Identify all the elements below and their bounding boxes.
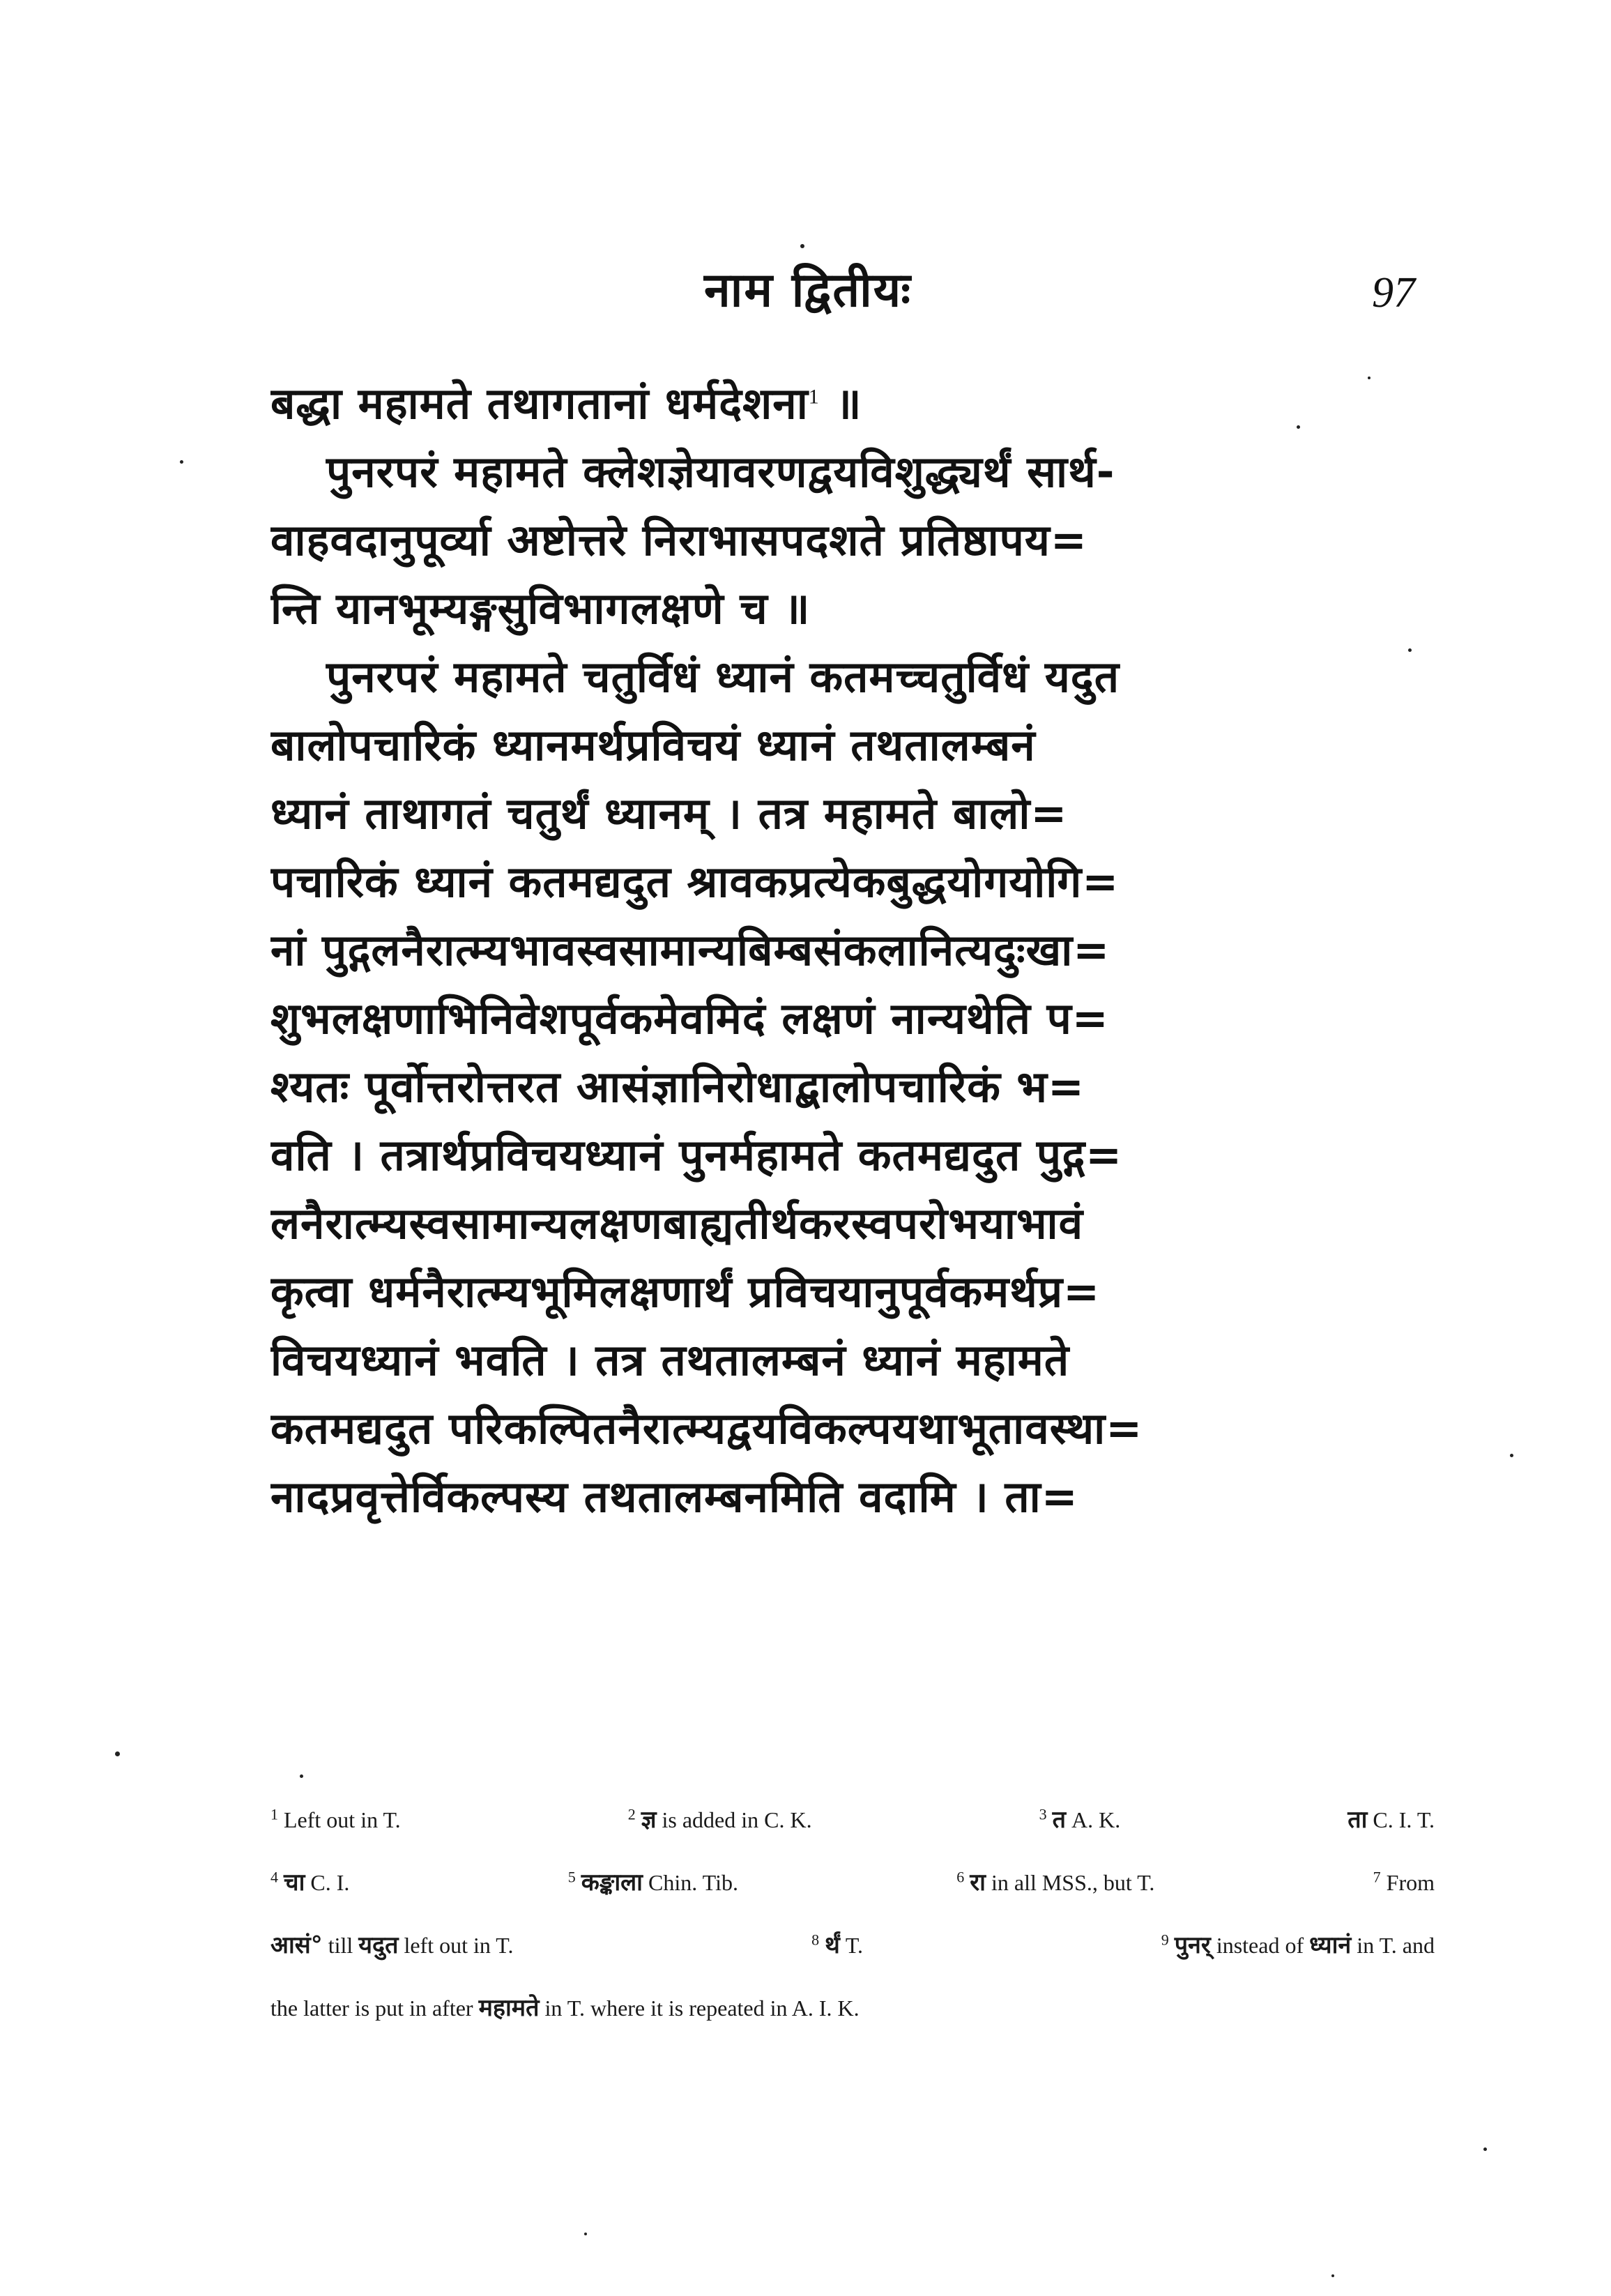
main-text xyxy=(270,370,1435,1531)
text-line xyxy=(270,711,1435,780)
footnote xyxy=(1347,1788,1435,1851)
footnote xyxy=(811,1914,863,1977)
footnote-marker: 1 xyxy=(808,385,820,409)
scan-speck xyxy=(1331,2274,1334,2277)
footnote-devanagari: ता xyxy=(1347,1806,1368,1834)
footnote-text: C. I. xyxy=(305,1870,350,1895)
text-line-content: शुभलक्षणाभिनिवेशपूर्वकमेवमिदं लक्षणं नान्यथेति प= xyxy=(270,993,1109,1044)
scan-speck xyxy=(180,460,183,464)
footnote-devanagari: रा xyxy=(970,1869,986,1896)
scan-speck xyxy=(1483,2147,1487,2151)
text-line xyxy=(270,1394,1435,1463)
text-line xyxy=(270,848,1435,916)
footnote xyxy=(628,1788,812,1851)
verse-end-mark: ॥ xyxy=(819,378,862,429)
footnote-number: 2 xyxy=(627,1805,636,1823)
scan-speck xyxy=(1368,377,1371,379)
footnote xyxy=(270,1788,401,1851)
text-line-content: ध्यानं ताथागतं चतुर्थं ध्यानम् । तत्र महामते बालो= xyxy=(270,788,1068,839)
footnote-number: 7 xyxy=(1373,1868,1381,1886)
page-number: 97 xyxy=(1372,269,1415,317)
text-line-content: वति । तत्रार्थप्रविचयध्यानं पुनर्महामते कतमद्यदुत पुद्ग= xyxy=(270,1130,1123,1180)
footnote-devanagari: ध्यानं xyxy=(1309,1931,1352,1959)
footnote-text: A. K. xyxy=(1065,1807,1121,1832)
scan-speck xyxy=(300,1774,303,1778)
footnote-line xyxy=(270,1788,1435,1851)
text-line xyxy=(270,780,1435,848)
footnote-number: 6 xyxy=(956,1868,965,1886)
footnote-devanagari: ज्ञ xyxy=(641,1806,657,1834)
footnote-text: From xyxy=(1386,1870,1435,1895)
text-line xyxy=(270,1258,1435,1326)
page-title: नाम द्वितीयः xyxy=(704,263,912,318)
footnote xyxy=(270,1977,860,2039)
text-line xyxy=(270,643,1435,711)
text-line xyxy=(270,1121,1435,1189)
text-line-content: नादप्रवृत्तेर्विकल्पस्य तथतालम्बनमिति वदामि । ता= xyxy=(270,1471,1078,1522)
running-head xyxy=(0,259,1611,322)
footnote-text: till xyxy=(322,1933,359,1958)
text-line xyxy=(270,1053,1435,1121)
footnote xyxy=(1161,1914,1435,1977)
footnote-text: left out in T. xyxy=(398,1933,514,1958)
footnote-number: 9 xyxy=(1161,1931,1169,1949)
text-line-content: कृत्वा धर्मनैरात्म्यभूमिलक्षणार्थं प्रविचयानुपूर्वकमर्थप्र= xyxy=(270,1266,1101,1317)
footnote-text: is added in C. K. xyxy=(656,1807,812,1832)
text-line xyxy=(270,506,1435,575)
text-line-content: पुनरपरं महामते चतुर्विधं ध्यानं कतमच्चतुर्विधं यदुत xyxy=(326,651,1120,702)
text-line-content: कतमद्यदुत परिकल्पितनैरात्म्यद्वयविकल्पयथाभूतावस्था= xyxy=(270,1403,1143,1454)
footnote-text: C. I. T. xyxy=(1367,1807,1435,1832)
text-line xyxy=(270,575,1435,643)
footnote-line xyxy=(270,1914,1435,1977)
footnote xyxy=(1039,1788,1121,1851)
text-line-content: पुनरपरं महामते क्लेशज्ञेयावरणद्वयविशुद्ध्यर्थं सार्थ- xyxy=(326,446,1115,497)
text-line xyxy=(270,1463,1435,1531)
footnotes xyxy=(270,1788,1435,2039)
text-line xyxy=(270,438,1435,506)
footnote xyxy=(270,1914,513,1977)
footnote-number: 8 xyxy=(811,1931,820,1949)
footnote xyxy=(956,1851,1154,1914)
scan-speck xyxy=(1408,648,1412,652)
text-line-content: न्ति यानभूम्यङ्गसुविभागलक्षणे च ॥ xyxy=(270,583,811,634)
text-line-content: बद्धा महामते तथागतानां धर्मदेशना xyxy=(270,378,809,429)
scan-speck xyxy=(584,2233,587,2235)
text-line-content: लनैरात्म्यस्वसामान्यलक्षणबाह्यतीर्थकरस्वपरोभयाभावं xyxy=(270,1198,1084,1249)
text-line-content: पचारिकं ध्यानं कतमद्यदुत श्रावकप्रत्येकबुद्धयोगयोगि= xyxy=(270,856,1120,907)
footnote-devanagari: पुनर् xyxy=(1174,1931,1211,1959)
footnote-devanagari: त xyxy=(1052,1806,1066,1834)
footnote-text: Left out in T. xyxy=(284,1807,401,1832)
footnote-number: 5 xyxy=(567,1868,576,1886)
footnote-devanagari: र्थं xyxy=(825,1931,840,1959)
footnote-line xyxy=(270,1977,1435,2039)
footnote-number: 3 xyxy=(1039,1805,1047,1823)
footnote-text: in T. and xyxy=(1351,1933,1435,1958)
text-line-content: श्यतः पूर्वोत्तरोत्तरत आसंज्ञानिरोधाद्बालोपचारिकं भ= xyxy=(270,1061,1085,1112)
footnote xyxy=(270,1851,349,1914)
scan-speck xyxy=(1297,425,1300,429)
footnote-text: Chin. Tib. xyxy=(643,1870,738,1895)
footnote-text: instead of xyxy=(1210,1933,1310,1958)
scan-speck xyxy=(800,244,804,248)
footnote-text: in T. where it is repeated in A. I. K. xyxy=(539,1995,860,2021)
footnote-devanagari: कङ्काला xyxy=(581,1869,643,1896)
footnote-number: 4 xyxy=(270,1868,278,1886)
text-line xyxy=(270,984,1435,1053)
footnote-devanagari: महामते xyxy=(478,1994,540,2022)
text-line xyxy=(270,1189,1435,1258)
text-line-content: विचयध्यानं भवति । तत्र तथतालम्बनं ध्यानं महामते xyxy=(270,1335,1070,1385)
text-line xyxy=(270,1326,1435,1394)
scan-speck xyxy=(1510,1454,1513,1457)
footnote xyxy=(568,1851,738,1914)
text-line-content: वाहवदानुपूर्व्या अष्टोत्तरे निराभासपदशते प्रतिष्ठापय= xyxy=(270,515,1087,565)
footnote-number: 1 xyxy=(270,1805,278,1823)
scan-speck xyxy=(115,1751,120,1756)
footnote xyxy=(1373,1851,1435,1914)
footnote-devanagari: यदुत xyxy=(358,1931,399,1959)
text-line-content: बालोपचारिकं ध्यानमर्थप्रविचयं ध्यानं तथतालम्बनं xyxy=(270,720,1036,770)
footnote-text: in all MSS., but T. xyxy=(985,1870,1155,1895)
text-line xyxy=(270,916,1435,984)
footnote-line xyxy=(270,1851,1435,1914)
footnote-text: the latter is put in after xyxy=(270,1995,479,2021)
text-line xyxy=(270,370,1435,438)
footnote-text: T. xyxy=(839,1933,864,1958)
text-line-content: नां पुद्गलनैरात्म्यभावस्वसामान्यबिम्बसंकलानित्यदुःखा= xyxy=(270,925,1110,975)
footnote-devanagari: चा xyxy=(284,1869,305,1896)
footnote-devanagari: आसं° xyxy=(270,1931,323,1959)
